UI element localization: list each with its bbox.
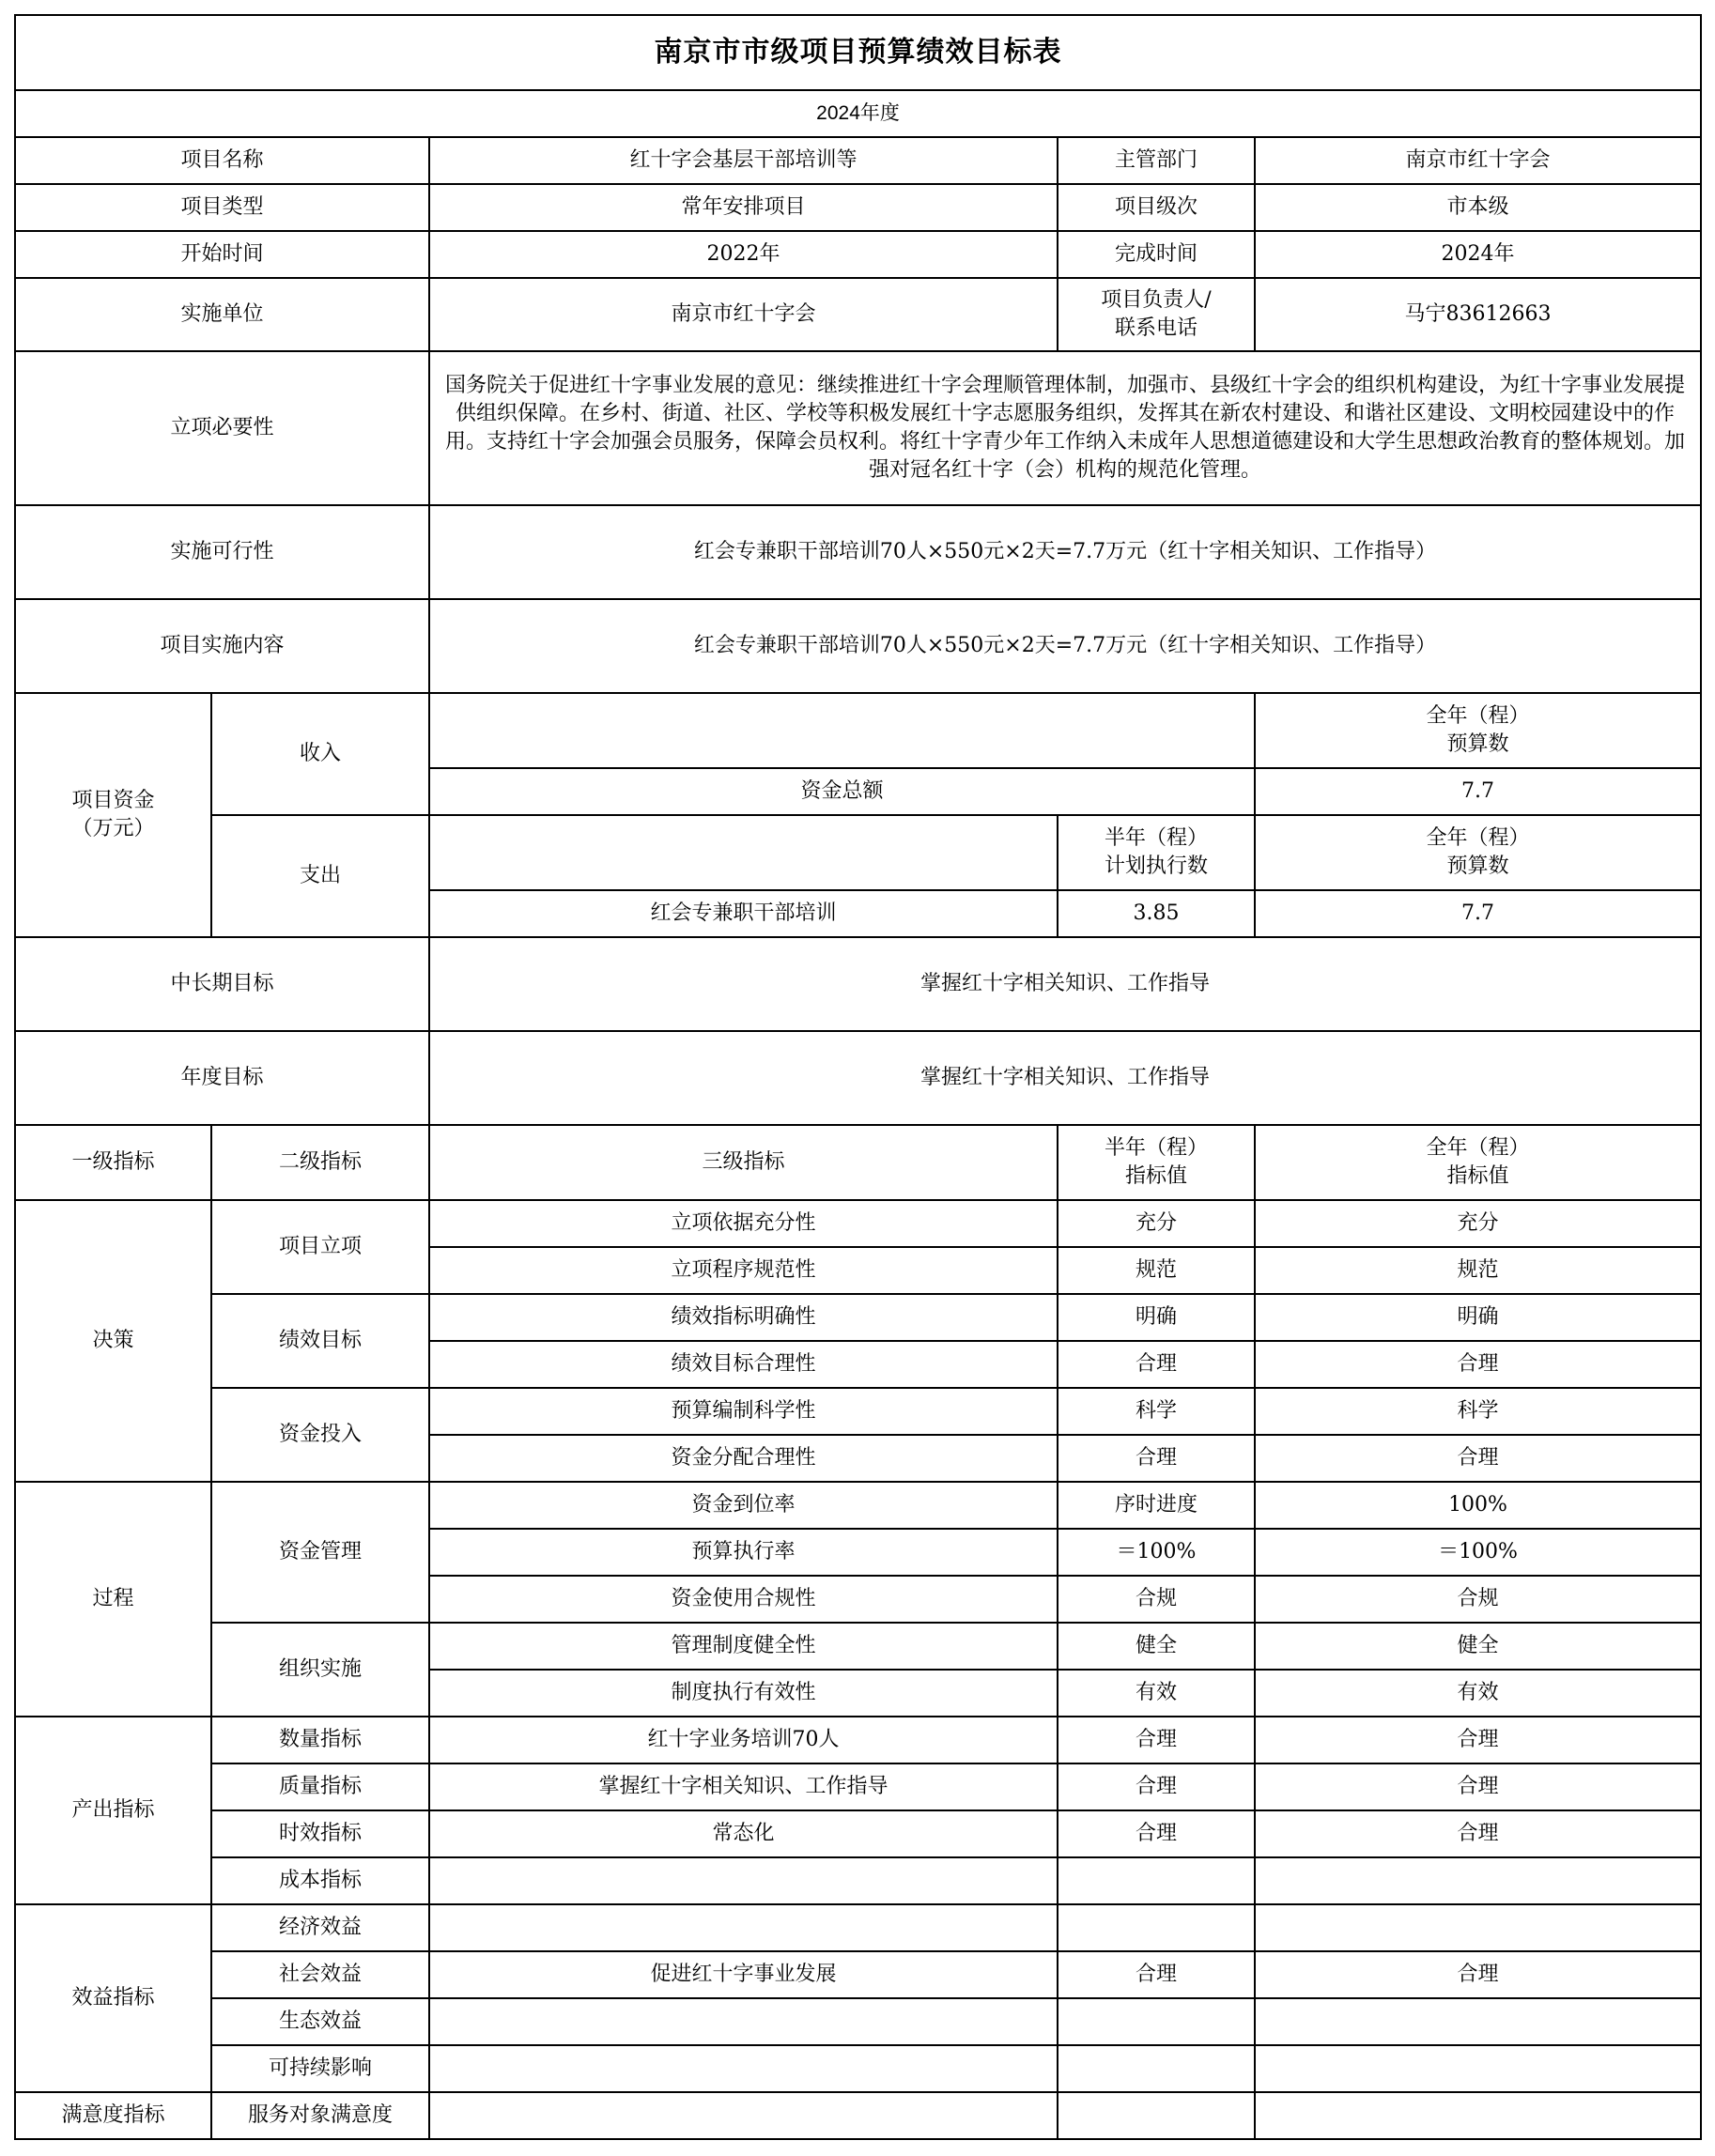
indicator-name: 资金使用合规性 xyxy=(429,1576,1058,1623)
table-row xyxy=(15,1810,1701,1857)
indicator-full-value: 健全 xyxy=(1255,1623,1701,1670)
benefit-label: 效益指标 xyxy=(15,1904,211,2092)
indicator-half-value xyxy=(1058,1998,1255,2045)
end-time-label: 完成时间 xyxy=(1058,231,1255,278)
indicator-name: 资金分配合理性 xyxy=(429,1435,1058,1482)
indicator-half-value: 序时进度 xyxy=(1058,1482,1255,1529)
indicator-full-value: 合理 xyxy=(1255,1717,1701,1763)
indicator-half-value xyxy=(1058,2045,1255,2092)
level2-label: 资金管理 xyxy=(211,1482,429,1623)
indicator-name: 红十字业务培训70人 xyxy=(429,1717,1058,1763)
income-full-year-budget-label: 全年（程） 预算数 xyxy=(1255,693,1701,768)
indicator-half-value: 合规 xyxy=(1058,1576,1255,1623)
indicator-half-value: 充分 xyxy=(1058,1200,1255,1247)
necessity-label: 立项必要性 xyxy=(15,351,429,505)
indicator-name: 立项程序规范性 xyxy=(429,1247,1058,1294)
indicator-name: 绩效目标合理性 xyxy=(429,1341,1058,1388)
project-name-label: 项目名称 xyxy=(15,137,429,184)
indicator-full-value: 100% xyxy=(1255,1482,1701,1529)
table-row xyxy=(15,1951,1701,1998)
feasibility-text: 红会专兼职干部培训70人×550元×2天=7.7万元（红十字相关知识、工作指导） xyxy=(429,505,1701,599)
indicator-name xyxy=(429,2045,1058,2092)
start-time-label: 开始时间 xyxy=(15,231,429,278)
implementing-unit-label: 实施单位 xyxy=(15,278,429,351)
level2-label: 绩效目标 xyxy=(211,1294,429,1388)
performance-target-table xyxy=(14,14,1702,2140)
department-label: 主管部门 xyxy=(1058,137,1255,184)
indicator-name xyxy=(429,1904,1058,1951)
project-type-label: 项目类型 xyxy=(15,184,429,231)
indicator-name xyxy=(429,1998,1058,2045)
long-term-goal-label: 中长期目标 xyxy=(15,937,429,1031)
indicator-half-value: 合理 xyxy=(1058,1763,1255,1810)
indicator-full-value: 合理 xyxy=(1255,1951,1701,1998)
indicator-name xyxy=(429,1857,1058,1904)
indicator-half-value: 合理 xyxy=(1058,1435,1255,1482)
level2-label: 可持续影响 xyxy=(211,2045,429,2092)
table-row xyxy=(15,1857,1701,1904)
indicator-full-value xyxy=(1255,2092,1701,2139)
indicator-full-value: 充分 xyxy=(1255,1200,1701,1247)
project-funds-label: 项目资金 （万元） xyxy=(15,693,211,937)
table-row xyxy=(15,1623,1701,1670)
annual-goal-text: 掌握红十字相关知识、工作指导 xyxy=(429,1031,1701,1125)
long-term-goal-text: 掌握红十字相关知识、工作指导 xyxy=(429,937,1701,1031)
indicator-half-value xyxy=(1058,2092,1255,2139)
table-row xyxy=(15,1717,1701,1763)
level2-label: 服务对象满意度 xyxy=(211,2092,429,2139)
indicator-name: 促进红十字事业发展 xyxy=(429,1951,1058,1998)
level2-label: 社会效益 xyxy=(211,1951,429,1998)
income-label: 收入 xyxy=(211,693,429,815)
table-row xyxy=(15,1388,1701,1435)
indicator-full-value: 合理 xyxy=(1255,1435,1701,1482)
level2-label: 质量指标 xyxy=(211,1763,429,1810)
department-value: 南京市红十字会 xyxy=(1255,137,1701,184)
necessity-text: 国务院关于促进红十字事业发展的意见：继续推进红十字会理顺管理体制，加强市、县级红十字会的组织机构建设，为红十字事业发展提供组织保障。在乡村、街道、社区、学校等积极发展红十字志愿服务组织，发挥其在新农村建设、和谐社区建设、文明校园建设中的作用。支持红十字会加强会员服务，保障会员权利。将红十字青少年工作纳入未成年人思想道德建设和大学生思想政治教育的整体规划。加强对冠名红十字（会）机构的规范化管理。 xyxy=(429,351,1701,505)
indicator-full-value: 合理 xyxy=(1255,1341,1701,1388)
level2-label: 时效指标 xyxy=(211,1810,429,1857)
indicator-full-value: 合理 xyxy=(1255,1810,1701,1857)
indicator-half-value xyxy=(1058,1857,1255,1904)
output-label: 产出指标 xyxy=(15,1717,211,1904)
level1-indicator-header: 一级指标 xyxy=(15,1125,211,1200)
level2-label: 资金投入 xyxy=(211,1388,429,1482)
contact-label: 项目负责人/ 联系电话 xyxy=(1058,278,1255,351)
indicator-name xyxy=(429,2092,1058,2139)
indicator-full-value: 合理 xyxy=(1255,1763,1701,1810)
half-year-plan-label: 半年（程） 计划执行数 xyxy=(1058,815,1255,890)
indicator-half-value: 科学 xyxy=(1058,1388,1255,1435)
expense-blank xyxy=(429,815,1058,890)
income-blank xyxy=(429,693,1255,768)
indicator-name: 预算编制科学性 xyxy=(429,1388,1058,1435)
table-row xyxy=(15,1998,1701,2045)
implementing-unit-value: 南京市红十字会 xyxy=(429,278,1058,351)
indicator-half-value: 规范 xyxy=(1058,1247,1255,1294)
annual-goal-label: 年度目标 xyxy=(15,1031,429,1125)
expense-label: 支出 xyxy=(211,815,429,937)
indicator-full-value: 规范 xyxy=(1255,1247,1701,1294)
expense-item: 红会专兼职干部培训 xyxy=(429,890,1058,937)
fiscal-year: 2024年度 xyxy=(15,90,1701,137)
indicator-full-value xyxy=(1255,1904,1701,1951)
indicator-name: 绩效指标明确性 xyxy=(429,1294,1058,1341)
level2-label: 项目立项 xyxy=(211,1200,429,1294)
table-row xyxy=(15,1763,1701,1810)
page-title: 南京市市级项目预算绩效目标表 xyxy=(15,15,1701,90)
expense-full-value: 7.7 xyxy=(1255,890,1701,937)
total-funds-label: 资金总额 xyxy=(429,768,1255,815)
indicator-name: 预算执行率 xyxy=(429,1529,1058,1576)
indicator-name: 管理制度健全性 xyxy=(429,1623,1058,1670)
indicator-half-value: 有效 xyxy=(1058,1670,1255,1717)
satisfaction-label: 满意度指标 xyxy=(15,2092,211,2139)
indicator-name: 掌握红十字相关知识、工作指导 xyxy=(429,1763,1058,1810)
end-time-value: 2024年 xyxy=(1255,231,1701,278)
indicator-half-value: 合理 xyxy=(1058,1717,1255,1763)
expense-full-year-budget-label: 全年（程） 预算数 xyxy=(1255,815,1701,890)
indicator-half-value: 明确 xyxy=(1058,1294,1255,1341)
contact-value: 马宁83612663 xyxy=(1255,278,1701,351)
indicator-full-value: 明确 xyxy=(1255,1294,1701,1341)
indicator-full-value: 合规 xyxy=(1255,1576,1701,1623)
indicator-half-value xyxy=(1058,1904,1255,1951)
level2-label: 生态效益 xyxy=(211,1998,429,2045)
level2-indicator-header: 二级指标 xyxy=(211,1125,429,1200)
indicator-full-value: 有效 xyxy=(1255,1670,1701,1717)
table-row xyxy=(15,2092,1701,2139)
indicator-name: 常态化 xyxy=(429,1810,1058,1857)
indicator-full-value xyxy=(1255,1998,1701,2045)
indicator-full-value xyxy=(1255,2045,1701,2092)
full-year-value-header: 全年（程） 指标值 xyxy=(1255,1125,1701,1200)
feasibility-label: 实施可行性 xyxy=(15,505,429,599)
table-row xyxy=(15,1294,1701,1341)
table-row xyxy=(15,1904,1701,1951)
half-year-value-header: 半年（程） 指标值 xyxy=(1058,1125,1255,1200)
level3-indicator-header: 三级指标 xyxy=(429,1125,1058,1200)
table-row xyxy=(15,2045,1701,2092)
level2-label: 组织实施 xyxy=(211,1623,429,1717)
implementation-content-label: 项目实施内容 xyxy=(15,599,429,693)
process-label: 过程 xyxy=(15,1482,211,1717)
indicator-name: 立项依据充分性 xyxy=(429,1200,1058,1247)
expense-half-value: 3.85 xyxy=(1058,890,1255,937)
indicator-half-value: 健全 xyxy=(1058,1623,1255,1670)
level2-label: 经济效益 xyxy=(211,1904,429,1951)
level2-label: 成本指标 xyxy=(211,1857,429,1904)
decision-label: 决策 xyxy=(15,1200,211,1482)
start-time-value: 2022年 xyxy=(429,231,1058,278)
indicator-full-value: 科学 xyxy=(1255,1388,1701,1435)
table-row xyxy=(15,1200,1701,1247)
indicator-half-value: 合理 xyxy=(1058,1810,1255,1857)
indicator-full-value: ＝100% xyxy=(1255,1529,1701,1576)
total-funds-value: 7.7 xyxy=(1255,768,1701,815)
indicator-half-value: ＝100% xyxy=(1058,1529,1255,1576)
implementation-content-text: 红会专兼职干部培训70人×550元×2天=7.7万元（红十字相关知识、工作指导） xyxy=(429,599,1701,693)
table-row xyxy=(15,1482,1701,1529)
project-type-value: 常年安排项目 xyxy=(429,184,1058,231)
indicator-half-value: 合理 xyxy=(1058,1341,1255,1388)
indicator-full-value xyxy=(1255,1857,1701,1904)
indicator-name: 资金到位率 xyxy=(429,1482,1058,1529)
project-name-value: 红十字会基层干部培训等 xyxy=(429,137,1058,184)
indicator-name: 制度执行有效性 xyxy=(429,1670,1058,1717)
indicator-half-value: 合理 xyxy=(1058,1951,1255,1998)
level2-label: 数量指标 xyxy=(211,1717,429,1763)
project-level-value: 市本级 xyxy=(1255,184,1701,231)
project-level-label: 项目级次 xyxy=(1058,184,1255,231)
